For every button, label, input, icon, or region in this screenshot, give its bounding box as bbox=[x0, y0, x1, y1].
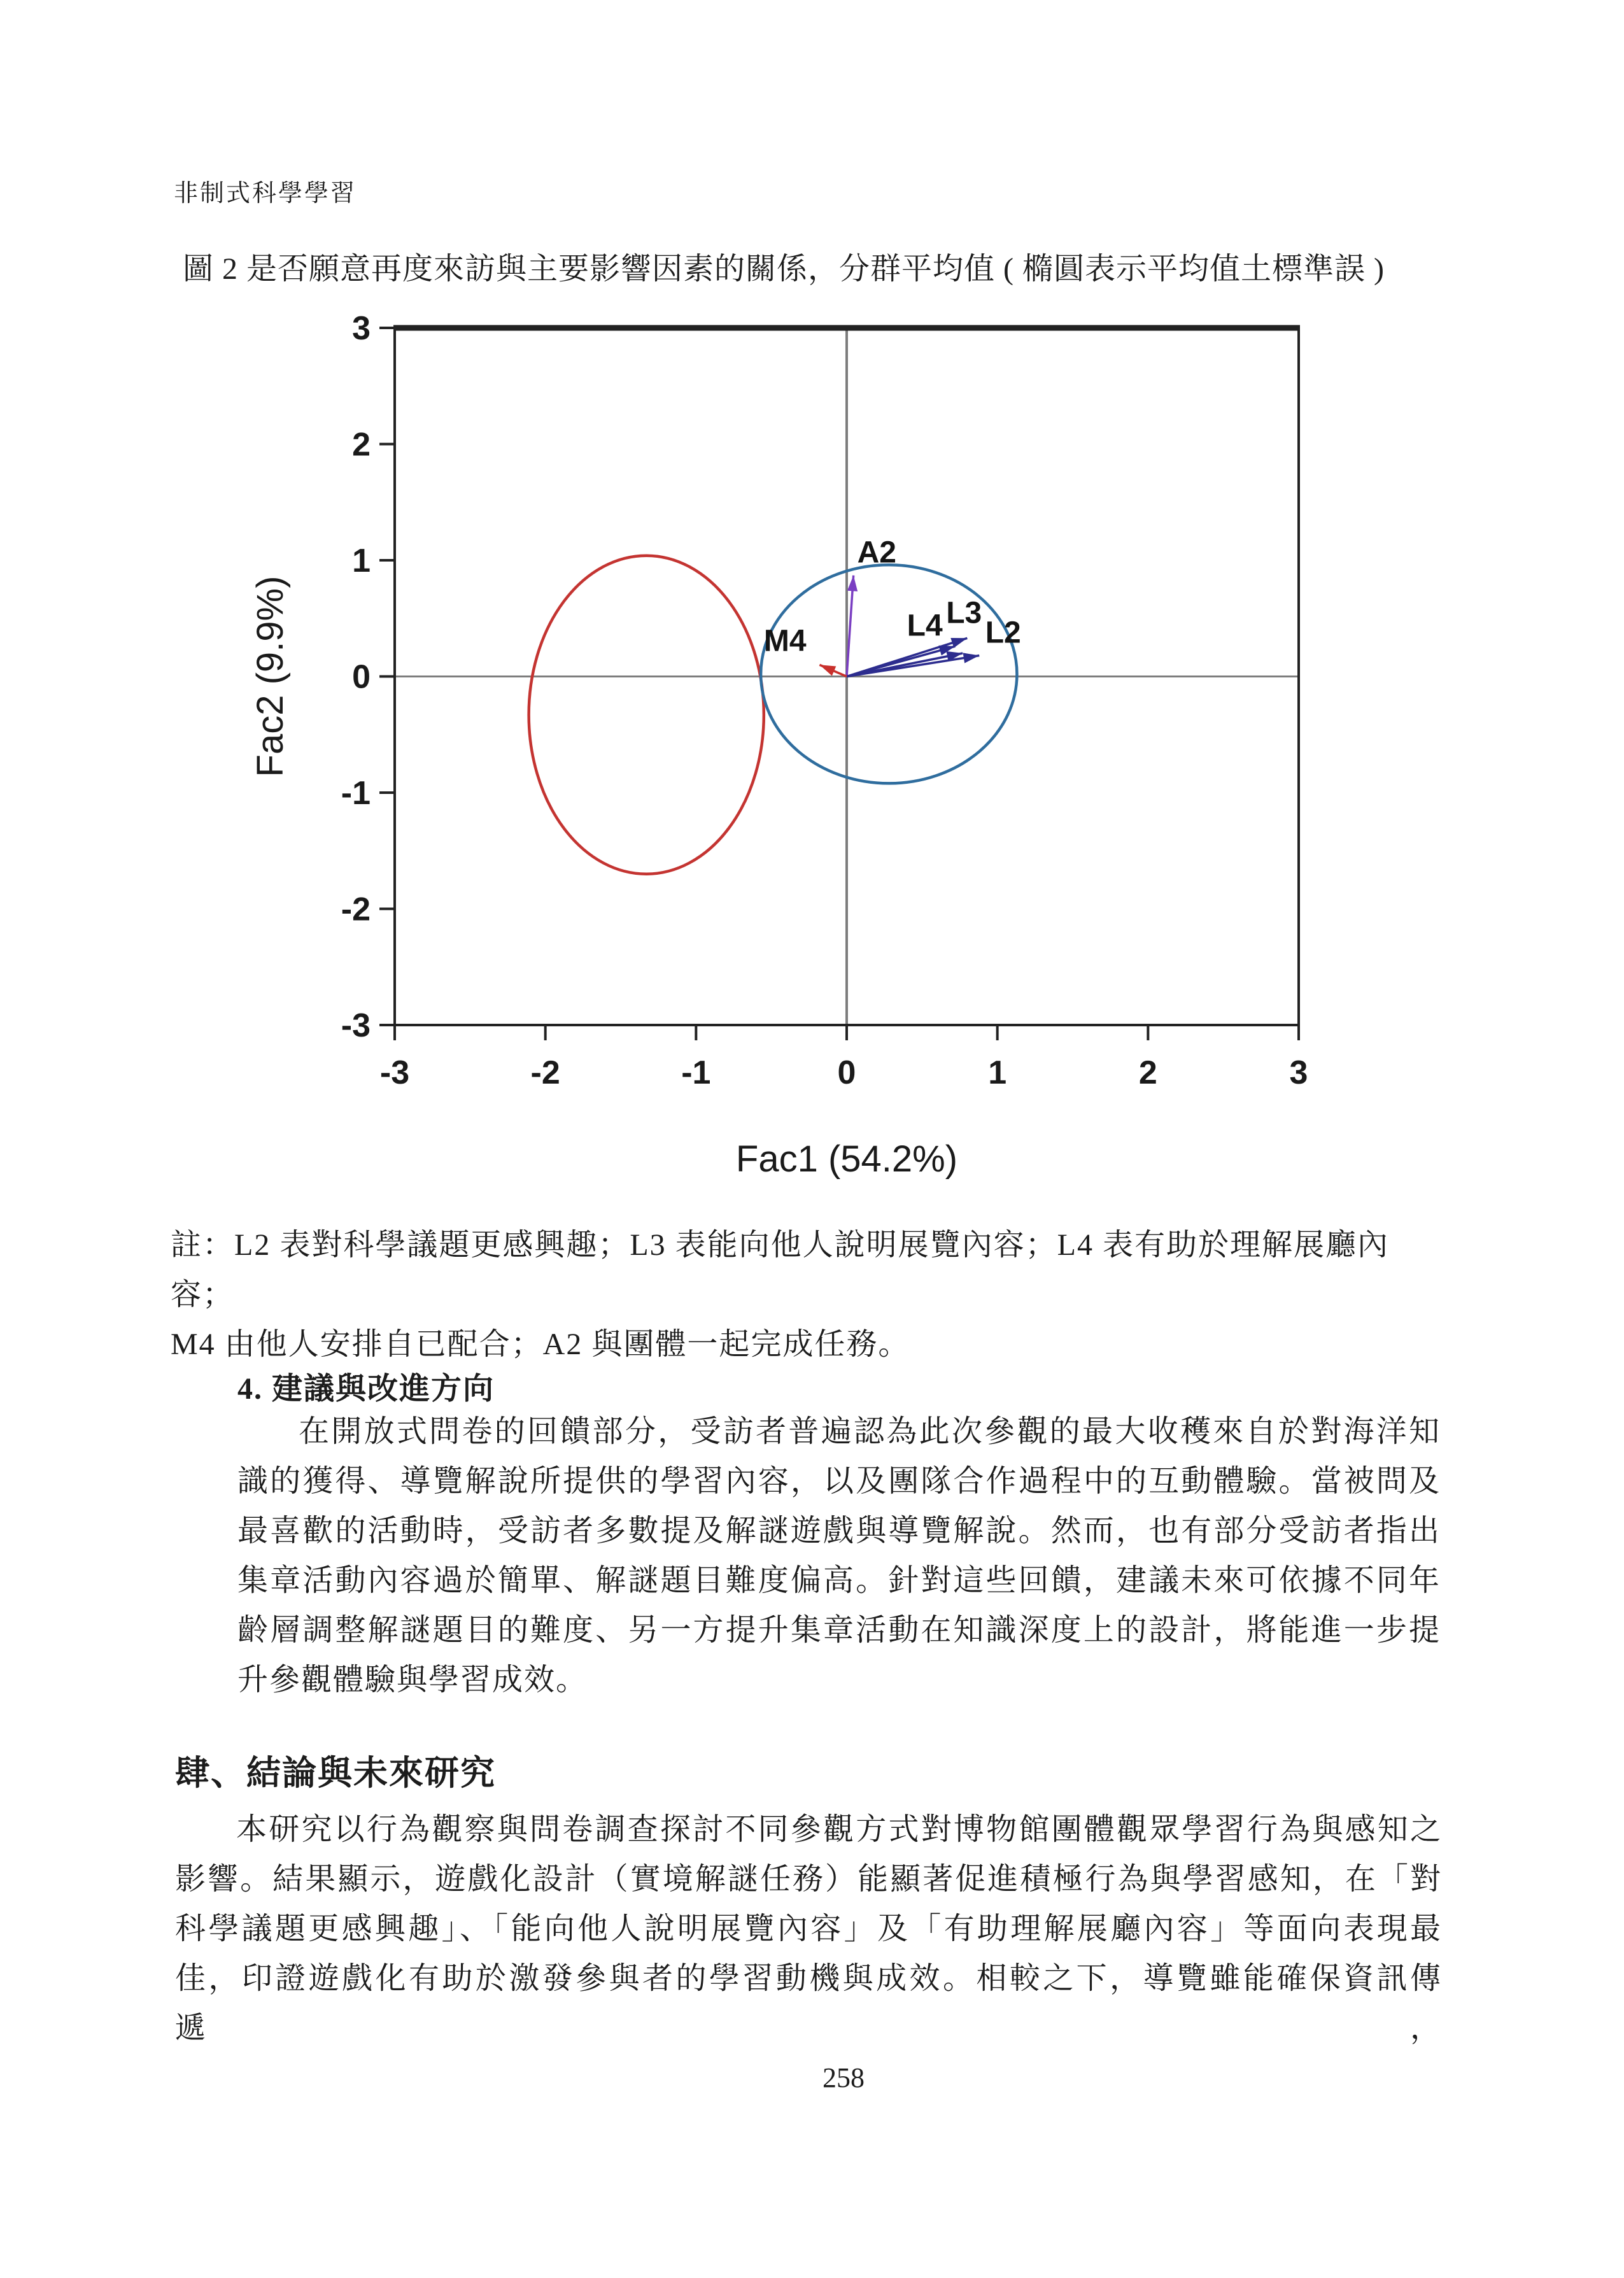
figure-chart bbox=[242, 299, 1388, 1203]
text-line: 註：L2 表對科學議題更感興趣；L3 表能向他人說明展覽內容；L4 表有助於理解展廳內容； bbox=[171, 1228, 1389, 1312]
x-tick-label: -2 bbox=[530, 1054, 560, 1091]
conclusion-paragraph bbox=[175, 1805, 1442, 2053]
conclusion-heading: 肆、結論與未來研究 bbox=[175, 1754, 496, 1792]
section4-heading: 4. 建議與改進方向 bbox=[237, 1372, 495, 1406]
text-line: M4 由他人安排自已配合；A2 與團體一起完成任務。 bbox=[171, 1327, 910, 1361]
figure-note bbox=[171, 1220, 1430, 1369]
text-line: 識的獲得、導覽解說所提供的學習內容，以及團隊合作過程中的互動體驗。當被問及 bbox=[237, 1464, 1441, 1498]
text-line: 升參觀體驗與學習成效。 bbox=[237, 1663, 588, 1697]
y-tick-label: -2 bbox=[341, 891, 371, 928]
vector-label: L4 bbox=[907, 609, 943, 643]
x-tick-label: 1 bbox=[988, 1054, 1007, 1091]
x-tick-label: -1 bbox=[681, 1054, 711, 1091]
vector-label: L3 bbox=[946, 596, 982, 630]
text-line: 集章活動內容過於簡單、解謎題目難度偏高。針對這些回饋，建議未來可依據不同年 bbox=[237, 1564, 1441, 1597]
text-line: 影響。結果顯示，遊戲化設計（實境解謎任務）能顯著促進積極行為與學習感知，在「對 bbox=[175, 1862, 1442, 1896]
x-tick-label: 3 bbox=[1289, 1054, 1308, 1091]
y-tick-label: 1 bbox=[352, 542, 371, 579]
factor-plot bbox=[242, 299, 1388, 1203]
running-header: 非制式科學學習 bbox=[174, 180, 357, 207]
y-tick-label: 2 bbox=[352, 426, 371, 463]
y-tick-label: 0 bbox=[352, 658, 371, 696]
vector-arrowhead bbox=[819, 665, 836, 676]
x-axis-title: Fac1 (54.2%) bbox=[735, 1138, 958, 1180]
y-tick-label: -3 bbox=[341, 1007, 371, 1044]
vector-arrowhead bbox=[963, 653, 980, 663]
x-tick-label: 0 bbox=[837, 1054, 856, 1091]
text-line: 佳，印證遊戲化有助於激發參與者的學習動機與成效。相較之下，導覽雖能確保資訊傳遞， bbox=[175, 1962, 1442, 2045]
text-line: 最喜歡的活動時，受訪者多數提及解謎遊戲與導覽解說。然而，也有部分受訪者指出 bbox=[237, 1514, 1441, 1548]
text-line: 本研究以行為觀察與問卷調查探討不同參觀方式對博物館團體觀眾學習行為與感知之 bbox=[236, 1813, 1442, 1846]
y-axis-title: Fac2 (9.9%) bbox=[250, 576, 291, 777]
vector-label: M4 bbox=[763, 624, 807, 658]
cluster-ellipse-red bbox=[529, 556, 764, 874]
vector-label: A2 bbox=[857, 535, 896, 570]
text-line: 科學議題更感興趣」、「能向他人說明展覽內容」及「有助理解展廳內容」等面向表現最 bbox=[175, 1912, 1442, 1946]
figure-caption: 圖 2 是否願意再度來訪與主要影響因素的關係，分群平均值 ( 橢圓表示平均值土標準誤 ) bbox=[183, 252, 1385, 286]
vector-label: L2 bbox=[985, 616, 1021, 650]
text-line: 在開放式問卷的回饋部分，受訪者普遍認為此次參觀的最大收穫來自於對海洋知 bbox=[299, 1415, 1441, 1448]
text-line: 齡層調整解謎題目的難度、另一方提升集章活動在知識深度上的設計，將能進一步提 bbox=[237, 1613, 1441, 1647]
y-tick-label: -1 bbox=[341, 775, 371, 812]
x-tick-label: 2 bbox=[1138, 1054, 1157, 1091]
x-tick-label: -3 bbox=[379, 1054, 410, 1091]
section4-paragraph bbox=[237, 1407, 1441, 1705]
page-number: 258 bbox=[823, 2062, 865, 2093]
y-tick-label: 3 bbox=[352, 310, 371, 347]
